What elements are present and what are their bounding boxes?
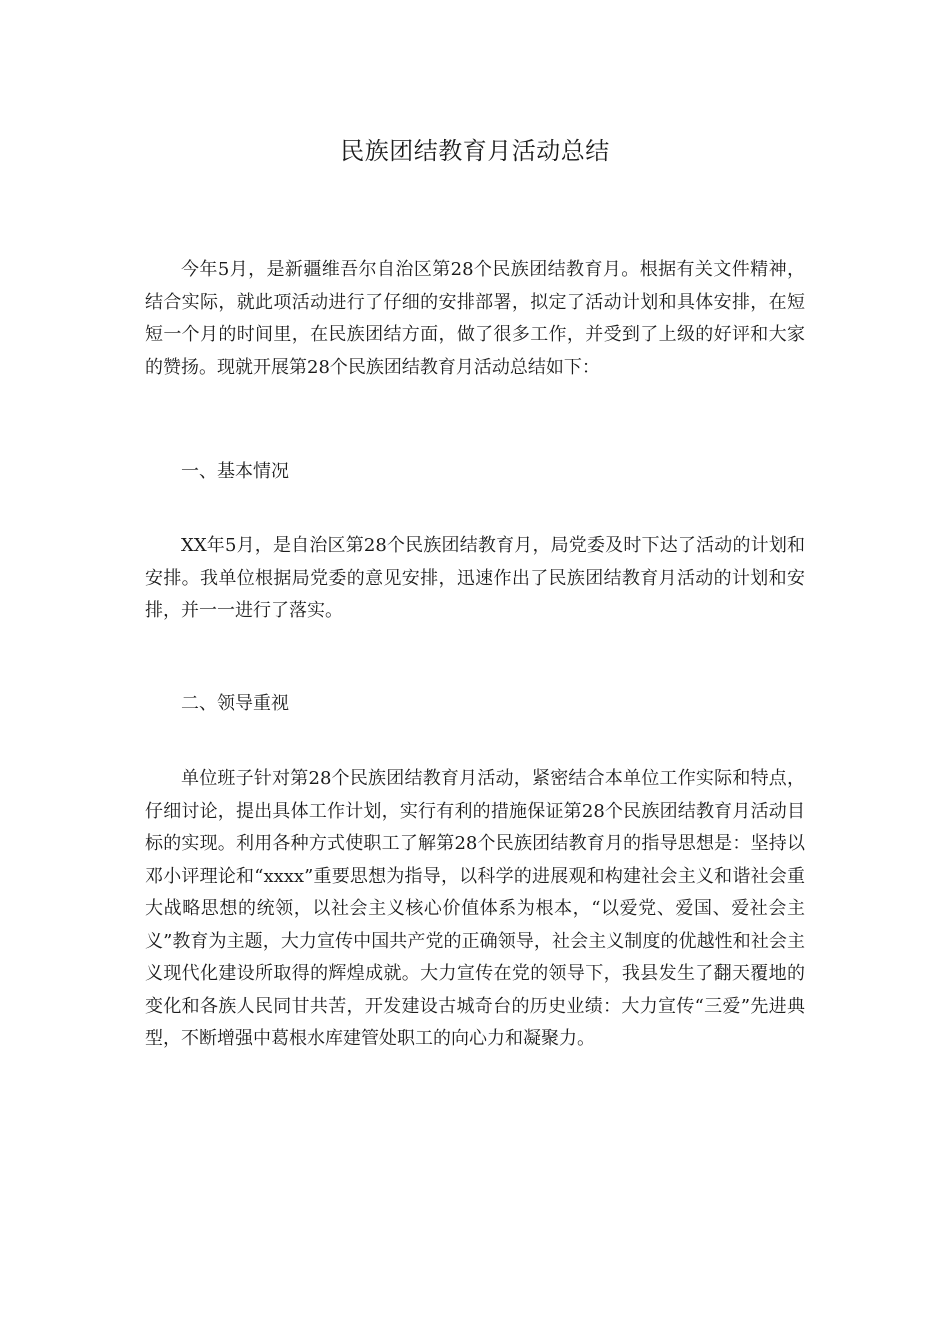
document-title: 民族团结教育月活动总结 — [340, 137, 610, 165]
section-heading-basic-situation: 一、基本情况 — [181, 461, 289, 482]
paragraph-leadership: 单位班子针对第28个民族团结教育月活动，紧密结合本单位工作实际和特点，仔细讨论，提出具体工作计划，实行有利的措施保证第28个民族团结教育月活动目标的实现。利用各种方式使职工了解第28个民族团结教育月的指导思想是：坚持以邓小评理论和“xxxx”重要思想为指导，以科学的进展观和构建社会主义和谐社会重大战略思想的统领，以社会主义核心价值体系为根本，“以爱党、爱国、爱社会主义”教育为主题，大力宣传中国共产党的正确领导，社会主义制度的优越性和社会主义现代化建设所取得的辉煌成就。大力宣传在党的领导下，我县发生了翻天覆地的变化和各族人民同甘共苦，开发建设古城奇台的历史业绩：大力宣传“三爱”先进典型，不断增强中葛根水库建管处职工的向心力和凝聚力。 — [145, 768, 805, 1049]
paragraph-intro: 今年5月，是新疆维吾尔自治区第28个民族团结教育月。根据有关文件精神，结合实际，就此项活动进行了仔细的安排部署，拟定了活动计划和具体安排，在短短一个月的时间里，在民族团结方面，做了很多工作，并受到了上级的好评和大家的赞扬。现就开展第28个民族团结教育月活动总结如下： — [145, 259, 805, 378]
paragraph-basic-situation: XX年5月，是自治区第28个民族团结教育月，局党委及时下达了活动的计划和安排。我单位根据局党委的意见安排，迅速作出了民族团结教育月活动的计划和安排，并一一进行了落实。 — [145, 535, 805, 621]
section-heading-leadership: 二、领导重视 — [181, 693, 289, 714]
